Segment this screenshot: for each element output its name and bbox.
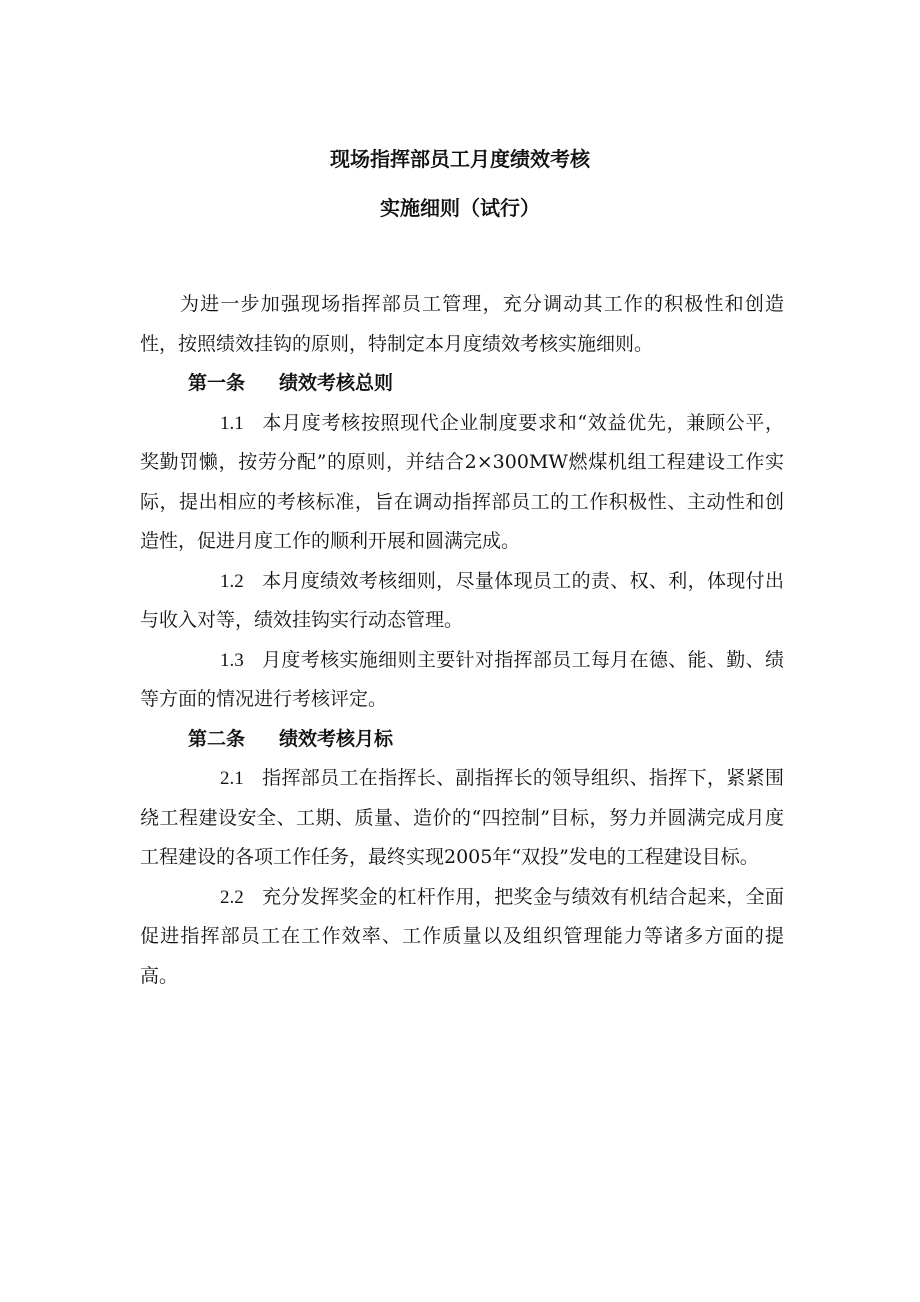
document-subtitle: 实施细则（试行） xyxy=(380,196,540,220)
clause-paragraph xyxy=(140,759,784,878)
clause-paragraph xyxy=(140,404,784,562)
clause-text: 本月度绩效考核细则，尽量体现员工的责、权、利，体现付出与收入对等，绩效挂钩实行动态管理。 xyxy=(140,569,784,631)
section-heading xyxy=(140,720,784,760)
clause-number: 1.3 xyxy=(220,649,244,671)
clause-number: 2.2 xyxy=(220,886,244,908)
intro-paragraph: 为进一步加强现场指挥部员工管理，充分调动其工作的积极性和创造性，按照绩效挂钩的原则，特制定本月度绩效考核实施细则。 xyxy=(140,293,784,355)
clause-paragraph xyxy=(140,878,784,997)
document-body xyxy=(140,285,784,996)
clause-text: 充分发挥奖金的杠杆作用，把奖金与绩效有机结合起来，全面促进指挥部员工在工作效率、工作质量以及组织管理能力等诸多方面的提高。 xyxy=(140,885,784,987)
clause-text: 本月度考核按照现代企业制度要求和“效益优先，兼顾公平，奖勤罚懒，按劳分配”的原则，并结合2×300MW燃煤机组工程建设工作实际，提出相应的考核标准，旨在调动指挥部员工的工作积极性、主动性和创造性，促进月度工作的顺利开展和圆满完成。 xyxy=(140,411,784,552)
section-title: 绩效考核月标 xyxy=(279,727,394,750)
section-number: 第一条 xyxy=(188,372,246,394)
section-heading xyxy=(140,364,784,404)
document-title: 现场指挥部员工月度绩效考核 xyxy=(330,147,590,171)
clause-number: 2.1 xyxy=(220,768,244,789)
clause-text: 指挥部员工在指挥长、副指挥长的领导组织、指挥下，紧紧围绕工程建设安全、工期、质量、造价的“四控制”目标，努力并圆满完成月度工程建设的各项工作任务，最终实现2005年“双投”发电的工程建设目标。 xyxy=(140,767,784,868)
clause-paragraph xyxy=(140,641,784,720)
clause-number: 1.1 xyxy=(220,412,244,434)
clause-number: 1.2 xyxy=(220,570,244,592)
section-number: 第二条 xyxy=(188,727,246,750)
section-title: 绩效考核总则 xyxy=(279,372,394,394)
clause-paragraph xyxy=(140,562,784,641)
clause-text: 月度考核实施细则主要针对指挥部员工每月在德、能、勤、绩等方面的情况进行考核评定。 xyxy=(140,648,784,710)
